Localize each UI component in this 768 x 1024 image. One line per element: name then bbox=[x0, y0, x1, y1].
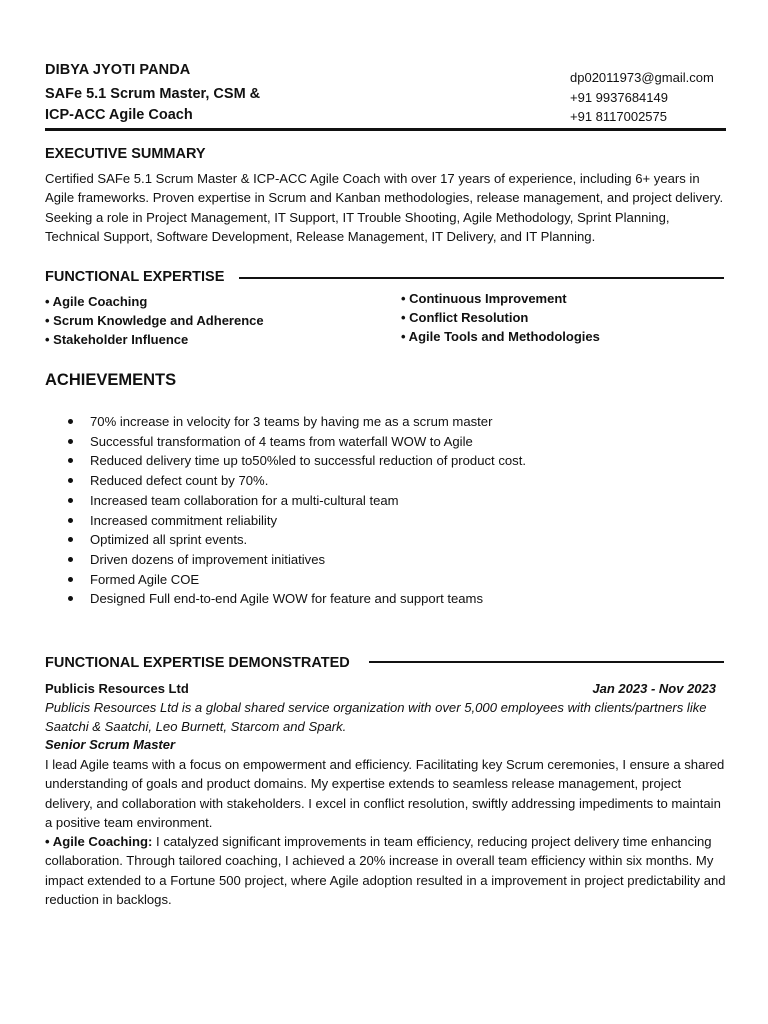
list-item bbox=[68, 570, 718, 590]
expertise-item: • Agile Coaching bbox=[45, 294, 148, 309]
list-item bbox=[68, 589, 718, 609]
expertise-demonstrated-heading: FUNCTIONAL EXPERTISE DEMONSTRATED bbox=[45, 655, 350, 671]
achievement-text: Reduced defect count by 70%. bbox=[90, 473, 269, 489]
bullet-icon bbox=[68, 439, 73, 444]
achievement-text: Optimized all sprint events. bbox=[90, 532, 248, 548]
expertise-demonstrated-rule bbox=[369, 661, 724, 663]
job-role: Senior Scrum Master bbox=[45, 737, 176, 752]
expertise-item: • Stakeholder Influence bbox=[45, 332, 189, 348]
company-name: Publicis Resources Ltd bbox=[45, 681, 189, 696]
expertise-list-right bbox=[401, 289, 600, 347]
bullet-icon bbox=[68, 518, 73, 523]
achievement-text: Formed Agile COE bbox=[90, 571, 200, 587]
expertise-list-left bbox=[45, 292, 264, 350]
bullet-icon bbox=[68, 596, 73, 601]
achievement-text: Increased team collaboration for a multi-cultural team bbox=[90, 492, 399, 508]
achievement-text: Successful transformation of 4 teams from waterfall WOW to Agile bbox=[90, 433, 473, 449]
functional-expertise-rule bbox=[239, 277, 724, 279]
list-item bbox=[68, 550, 718, 570]
bullet-icon bbox=[68, 419, 73, 424]
achievement-text: Driven dozens of improvement initiatives bbox=[90, 551, 326, 567]
contact-block bbox=[570, 68, 714, 127]
achievement-text: Designed Full end-to-end Agile WOW for feature and support teams bbox=[90, 591, 484, 607]
bullet-icon bbox=[68, 498, 73, 503]
phone-number-2: +91 8117002575 bbox=[570, 109, 667, 124]
agile-coaching-label: • Agile Coaching: bbox=[45, 834, 153, 849]
expertise-item: • Agile Tools and Methodologies bbox=[401, 329, 600, 345]
achievements-heading: ACHIEVEMENTS bbox=[45, 371, 177, 389]
bullet-icon bbox=[68, 478, 73, 483]
email-address: dp02011973@gmail.com bbox=[570, 70, 714, 85]
achievement-text: 70% increase in velocity for 3 teams by having me as a scrum master bbox=[90, 414, 493, 429]
executive-summary-heading: EXECUTIVE SUMMARY bbox=[45, 146, 206, 162]
header-divider bbox=[45, 128, 726, 131]
employment-dates: Jan 2023 - Nov 2023 bbox=[592, 681, 716, 696]
company-description: Publicis Resources Ltd is a global shared service organization with over 5,000 employees with clients/partners like Saatchi & Saatchi, Leo Burnett, Starcom and Spark. bbox=[45, 700, 707, 735]
bullet-icon bbox=[68, 557, 73, 562]
role-summary: I lead Agile teams with a focus on empowerment and efficiency. Facilitating key Scrum ceremonies, I ensure a shared understanding of goals and product domains. My expertise extends to seamless release management, project delivery, and collaboration with stakeholders. I excel in conflict resolution, swiftly addressing impediments to maintain a positive team environment. bbox=[45, 757, 725, 830]
list-item bbox=[68, 491, 718, 511]
expertise-item: • Conflict Resolution bbox=[401, 310, 529, 326]
achievement-text: Increased commitment reliability bbox=[90, 512, 278, 528]
functional-expertise-heading: FUNCTIONAL EXPERTISE bbox=[45, 269, 225, 285]
list-item bbox=[68, 412, 718, 432]
candidate-name: DIBYA JYOTI PANDA bbox=[45, 62, 191, 78]
expertise-item: • Continuous Improvement bbox=[401, 291, 567, 306]
phone-number-1: +91 9937684149 bbox=[570, 89, 668, 105]
list-item bbox=[68, 432, 718, 452]
resume-header bbox=[45, 62, 725, 128]
bullet-icon bbox=[68, 577, 73, 582]
executive-summary-text: Certified SAFe 5.1 Scrum Master & ICP-ACC Agile Coach with over 17 years of experience, including 6+ years in Agile frameworks. Proven expertise in Scrum and Kanban methodologies, release management, and project delivery. Seeking a role in Project Management, IT Support, IT Trouble Shooting, Agile Methodology, Sprint Planning, Technical Support, Software Development, Release Management, IT Delivery, and IT Planning. bbox=[45, 171, 724, 244]
list-item bbox=[68, 471, 718, 491]
achievement-text: Reduced delivery time up to50%led to successful reduction of product cost. bbox=[90, 453, 526, 469]
agile-coaching-paragraph bbox=[45, 832, 730, 909]
bullet-icon bbox=[68, 458, 73, 463]
bullet-icon bbox=[68, 537, 73, 542]
candidate-title-line-1: SAFe 5.1 Scrum Master, CSM & bbox=[45, 86, 261, 102]
agile-coaching-text: I catalyzed significant improvements in team efficiency, reducing project delivery time enhancing collaboration. Through tailored coaching, I achieved a 20% increase in overall team efficiency within six months. My impact extended to a Fortune 500 project, where Agile adoption resulted in a improvement in project predictability and reduction in backlogs. bbox=[45, 834, 726, 907]
candidate-title-line-2: ICP-ACC Agile Coach bbox=[45, 107, 193, 123]
expertise-item: • Scrum Knowledge and Adherence bbox=[45, 313, 264, 329]
achievements-list bbox=[68, 412, 718, 609]
list-item bbox=[68, 511, 718, 531]
list-item bbox=[68, 530, 718, 550]
list-item bbox=[68, 451, 718, 471]
